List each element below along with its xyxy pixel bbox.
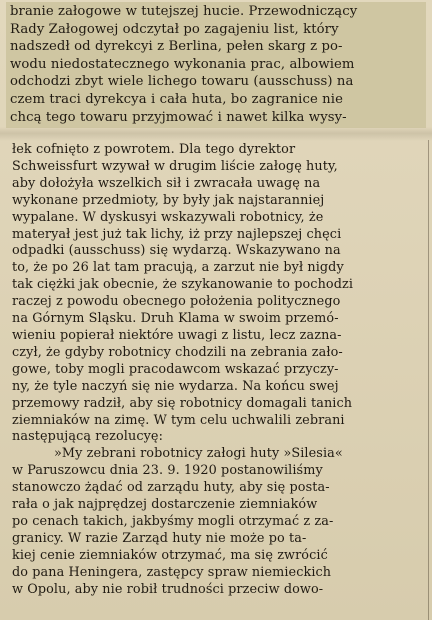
text-line: aby dołożyła wszelkich sił i zwracała uwagę na [12,175,321,191]
text-line: nadszedł od dyrekcyi z Berlina, pełen skarg z po- [10,39,343,55]
article-column [8,140,420,598]
quote-start-line: »My zebrani robotnicy załogi huty »Silesia« [54,446,343,462]
text-line: tak ciężki jak obecnie, że szykanowanie to pochodzi [12,277,354,293]
text-line: do pana Heningera, zastępcy spraw niemieckich [12,564,332,580]
text-line: granicy. W razie Zarząd huty nie może po ta- [12,530,307,546]
page-fold [0,127,432,141]
text-line: następującą rezolucyę: [12,429,164,445]
text-line: wieniu popierał niektóre uwagi z listu, lecz zazna- [12,327,342,343]
text-line: wykonane przedmioty, by były jak najstaranniej [12,192,325,208]
text-line: rała o jak najprędzej dostarczenie ziemniaków [12,497,318,513]
text-line: materyał jest już tak lichy, iż przy najlepszej chęci [12,226,342,242]
text-line: odpadki (ausschuss) się wydarzą. Wskazywano na [12,243,341,259]
text-line: stanowczo żądać od zarządu huty, aby się posta- [12,480,330,496]
text-line: gowe, toby mogli pracodawcom wskazać przyczy- [12,361,339,377]
text-line: przemowy radził, aby się robotnicy domagali tanich [12,395,353,411]
text-line: kiej cenie ziemniaków otrzymać, ma się zwrócić [12,547,328,563]
text-line: odchodzi zbyt wiele lichego towaru (ausschuss) na [10,74,354,90]
text-line: Schweissfurt wzywał w drugim liście załogę huty, [12,158,338,174]
text-line: czem traci dyrekcya i cała huta, bo zagranice nie [10,91,343,107]
text-line: w Paruszowcu dnia 23. 9. 1920 postanowiliśmy [12,463,323,479]
text-line: łek cofnięto z powrotem. Dla tego dyrektor [12,142,296,157]
text-line: po cenach takich, jakbyśmy mogli otrzymać z za- [12,513,334,529]
text-line: na Górnym Śląsku. Druh Klama w swoim przemó- [12,311,339,327]
text-line: branie załogowe w tutejszej hucie. Przewodniczący [10,4,358,19]
text-line: wypalane. W dyskusyi wskazywali robotnicy, że [12,209,324,225]
text-line: chcą tego towaru przyjmować i nawet kilka wysy- [10,109,347,125]
column-rule [428,140,429,620]
highlighted-paragraph [6,2,426,128]
text-line: raczej z powodu obecnego położenia politycznego [12,294,341,310]
text-line: czył, że gdyby robotnicy chodzili na zebrania zało- [12,344,343,360]
text-line: ny, że tyle naczyń się nie wydarza. Na końcu swej [12,378,339,394]
text-line: ziemniaków na zimę. W tym celu uchwalili zebrani [12,412,345,428]
text-line: wodu niedostatecznego wykonania prac, albowiem [10,56,355,72]
text-line: w Opolu, aby nie robił trudności przeciw dowo- [12,581,324,597]
text-line: Rady Załogowej odczytał po zagajeniu list, który [10,21,339,37]
text-line: to, że po 26 lat tam pracują, a zarzut nie był nigdy [12,260,344,276]
